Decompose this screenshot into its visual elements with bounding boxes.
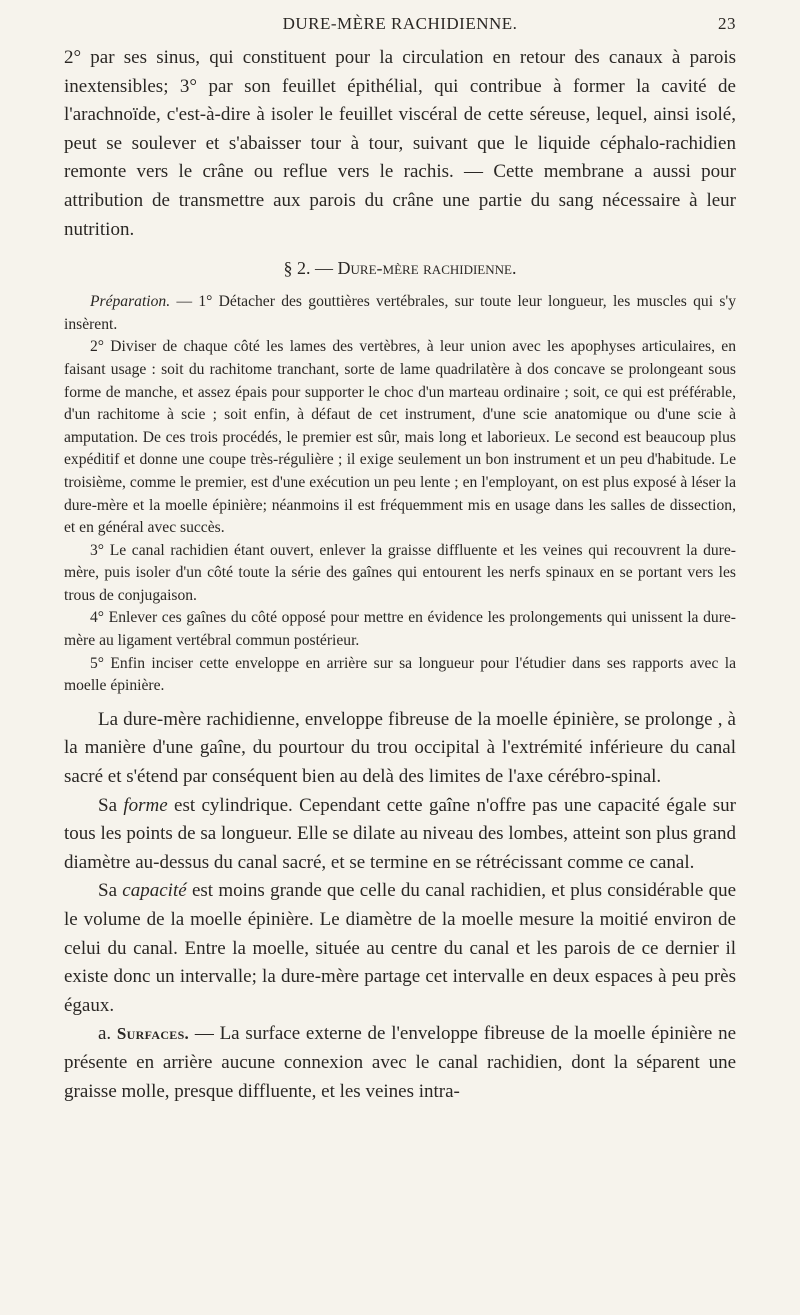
body-block (64, 706, 736, 1106)
preparation-step-2: 2° Diviser de chaque côté les lames des vertèbres, à leur union avec les apophyses articulaires, en faisant usage : soit du rachitome tranchant, sorte de lame quadrilatère à dos concave se prolongeant sous forme de manche, et assez épais pour supporter le choc d'un marteau ordinaire ; soit, ce qui est préférable, d'un rachitome à scie ; soit enfin, à défaut de cet instrument, d'une scie anatomique ou d'une scie à amputation. De ces trois procédés, le premier est sûr, mais long et laborieux. Le second est beaucoup plus expéditif et donne une coupe très-régulière ; il exige seulement un bon instrument et un peu d'habitude. Le troisième, comme le premier, est d'une exécution un peu lente ; en l'employant, on est plus exposé à léser la dure-mère et la moelle épinière; néanmoins il est fréquemment mis en usage dans les salles de dissection, et en général avec succès. (64, 338, 736, 537)
para2-text: est cylindrique. Cependant cette gaîne n'offre pas une capacité égale sur tous les points de sa longueur. Elle se dilate au niveau des lombes, atteint son plus grand diamètre au-dessus du canal sacré, et se termine en se rétrécissant comme ce canal. (64, 794, 736, 873)
body-paragraph-2 (64, 792, 736, 878)
running-header (64, 14, 736, 44)
para4-prefix: a. (98, 1023, 117, 1045)
para3-prefix: Sa (98, 880, 123, 902)
capacite-term: capacité (122, 880, 187, 902)
para4-text: — La surface externe de l'enveloppe fibreuse de la moelle épinière ne présente en arrière aucune connexion avec le canal rachidien, dont la séparent une graisse molle, presque diffluente, et les veines intra- (64, 1023, 736, 1102)
intro-paragraph: 2° par ses sinus, qui constituent pour la circulation en retour des canaux à parois inextensibles; 3° par son feuillet épithélial, qui contribue à former la cavité de l'arachnoïde, c'est-à-dire à isoler le feuillet viscéral de cette séreuse, lequel, ainsi isolé, peut se soulever et s'abaisser tour à tour, suivant que le liquide céphalo-rachidien remonte vers le crâne ou reflue vers le rachis. — Cette membrane a aussi pour attribution de transmettre aux parois du crâne une partie du sang nécessaire à leur nutrition. (64, 47, 736, 240)
body-paragraph-1: La dure-mère rachidienne, enveloppe fibreuse de la moelle épinière, se prolonge , à la manière d'une gaîne, du pourtour du trou occipital à l'extrémité inférieure du canal sacré et s'étend par conséquent bien au delà des limites de l'axe cérébro-spinal. (64, 708, 736, 788)
page-number: 23 (718, 14, 736, 33)
running-title: DURE-MÈRE RACHIDIENNE. (282, 14, 518, 33)
section-title: § 2. — Dure-mère rachidienne. (283, 258, 517, 279)
body-paragraph-4 (64, 1020, 736, 1106)
preparation-step-1-text: — 1° Détacher des gouttières vertébrales, sur toute leur longueur, les muscles qui s'y insèrent. (64, 293, 736, 333)
preparation-step-4: 4° Enlever ces gaînes du côté opposé pour mettre en évidence les prolongements qui unissent la dure-mère au ligament vertébral commun postérieur. (64, 609, 736, 650)
surfaces-heading: Surfaces. (116, 1024, 190, 1044)
preparation-step-3: 3° Le canal rachidien étant ouvert, enlever la graisse diffluente et les veines qui recouvrent la dure-mère, puis isoler d'un côté toute la série des gaînes qui entourent les nerfs spinaux en se portant vers les trous de conjugaison. (64, 541, 736, 604)
preparation-block (64, 291, 736, 698)
preparation-label: Préparation. (90, 293, 171, 311)
intro-block (64, 44, 736, 244)
para3-text: est moins grande que celle du canal rachidien, et plus considérable que le volume de la moelle épinière. Le diamètre de la moelle mesure la moitié environ de celui du canal. Entre la moelle, située au centre du canal et les parois de ce dernier il existe donc un intervalle; la dure-mère partage cet intervalle en deux espaces à peu près égaux. (64, 880, 737, 1016)
preparation-step-1 (64, 291, 736, 336)
preparation-step-5: 5° Enfin inciser cette enveloppe en arrière sur sa longueur pour l'étudier dans ses rapports avec la moelle épinière. (64, 654, 736, 695)
body-paragraph-3 (64, 877, 736, 1020)
forme-term: forme (123, 794, 168, 816)
para2-prefix: Sa (98, 794, 124, 816)
page (64, 14, 736, 1106)
